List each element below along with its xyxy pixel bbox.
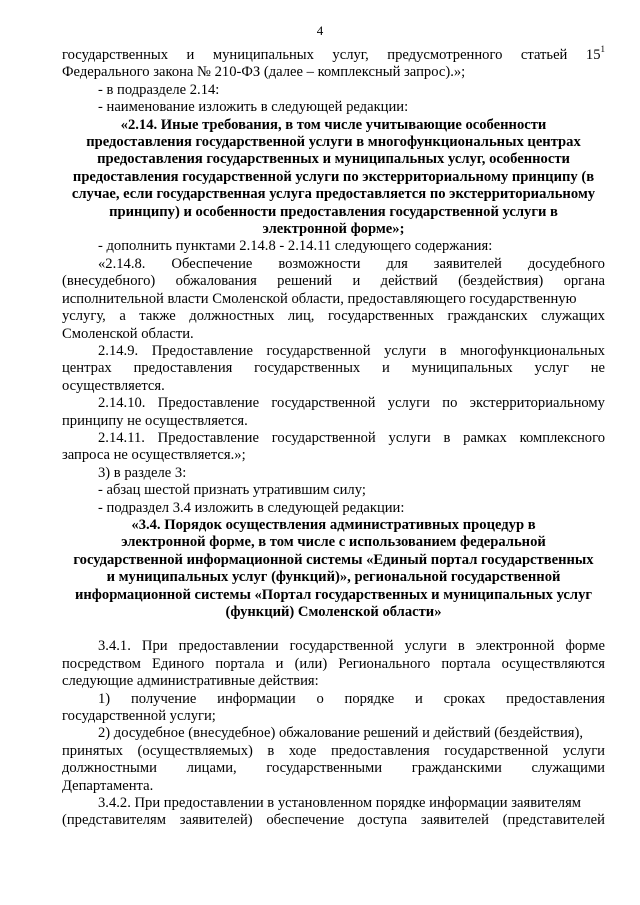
word: 3.4.2. При предоставлении в установленном порядке информации заявителям [98,795,582,812]
text-line: Департамента. [62,777,154,794]
text-line: принципу) и особенности предоставления государственной услуги в [109,203,558,220]
paragraph-3-4-1 [62,638,605,690]
text-line: информационной системы «Портал государственных и муниципальных услуг [74,586,593,603]
word: заявителей) [179,812,253,829]
text-line: - в подразделе 2.14: [98,81,220,98]
word: предоставления [506,690,605,707]
word: предоставления [133,360,233,377]
word: Предоставление [157,429,259,446]
text-line: (функций) Смоленской области» [225,604,442,620]
word: доступа [357,812,408,829]
word: При [141,638,168,655]
text-line: предоставления государственных и муниципальных услуг, особенности [97,151,570,168]
word: для [386,255,408,272]
text-line: Смоленской области. [62,325,194,342]
text-line: Федерального закона № 210-ФЗ (далее – комплексный запрос).»; [62,64,466,81]
word: органа [563,273,605,290]
word: электронной [475,638,555,655]
word: Единого [152,655,205,672]
word: служащими [531,760,605,777]
page-number: 4 [316,23,324,38]
word: 2.14.10. [98,395,146,412]
text-line [62,725,605,742]
word: лицами, [186,760,237,777]
superscript: 1 [600,44,605,55]
word: комплексного [519,429,605,446]
word: государственной [271,429,376,446]
word: ходе [288,742,317,759]
intro-lines [62,44,605,117]
text-line: электронной форме, в том числе с использованием федеральной [121,534,546,551]
word: портала [215,655,265,672]
paragraph-2-14-8 [62,256,605,343]
word: предоставления [330,742,430,759]
word: $15^1$ [585,44,605,63]
word: возможности [278,255,361,272]
word: сроках [443,690,486,707]
word: Обеспечение [171,255,253,272]
paragraph-3-4-1-item-2 [62,725,605,795]
word: государственных [62,47,169,63]
word: осуществляются [501,655,605,672]
text-line: осуществляется. [62,377,165,394]
word: услуг, [332,47,369,63]
text-line: государственной услуги; [62,708,216,725]
word: центрах [62,360,112,377]
text-line: «3.4. Порядок осуществления административных процедур в [131,516,536,533]
word: (внесудебного) [62,273,156,290]
text-line: - абзац шестой признать утратившим силу; [98,482,366,499]
word: не [590,360,605,377]
text-line: - подраздел 3.4 изложить в следующей редакции: [98,499,405,516]
word: 2) досудебное (внесудебное) обжалование решений и действий (бездействия), [98,725,583,742]
word: а [119,308,126,325]
text-line [62,256,605,273]
word: в [267,742,275,759]
word: услуги [562,742,605,759]
word: и [186,47,195,63]
word: услуги [388,429,431,446]
word: и [352,273,361,290]
spacer [62,621,605,638]
word: статьей [520,47,568,63]
word: 2.14.11. [98,429,145,446]
word: гражданских [447,308,528,325]
text-line: - наименование изложить в следующей редакции: [98,99,409,116]
text-line [62,308,605,325]
text-line: принципу не осуществляется. [62,412,248,429]
word: (осуществляемых) [137,742,253,759]
text-line: и муниципальных услуг (функций)», региональной государственной [106,569,561,586]
paragraph-3-4-1-item-1 [62,691,605,726]
word: (или) [294,655,328,672]
word: информации [217,690,296,707]
word: исполнительной власти Смоленской области, предоставляющего государственную [62,290,577,307]
word: обжалования [175,273,257,290]
word: многофункциональных [460,342,605,359]
word: досудебного [527,255,605,272]
word: услуг [534,360,569,377]
word: муниципальных [212,47,314,63]
word: предоставлении [178,638,279,655]
text-line [62,343,605,360]
word: и [415,690,423,707]
text-line [62,395,605,412]
word: государственной [271,395,376,412]
paragraph-2-14-9 [62,343,605,395]
word: по [442,395,458,412]
section-3-instructions [62,465,605,517]
text-line: следующие административные действия: [62,673,319,690]
text-line: предоставления государственной услуги в многофункциональных центрах [86,134,581,151]
text-line [62,360,605,377]
word: и [382,360,390,377]
text-line: предоставления государственной услуги по экстерриториальному принципу (в [72,168,595,185]
text-line [62,812,605,829]
word: (представителям [62,812,166,829]
word: решений [277,273,333,290]
paragraph-2-14-11 [62,430,605,465]
word: государственными [266,760,383,777]
text-line [62,430,605,447]
word: государственной [444,742,549,759]
text-line [62,691,605,708]
word: услуги [404,638,447,655]
word: в [457,638,465,655]
word: служащих [541,308,605,325]
word: 2.14.9. [98,342,139,359]
paragraph-2-14-10 [62,395,605,430]
word: принятых [62,742,123,759]
text-line [62,638,605,655]
text-line [62,656,605,673]
text-line: электронной форме»; [262,221,405,238]
text-line: случае, если государственная услуга предоставляется по экстерриториальному [71,186,596,203]
text-line: «2.14. Иные требования, в том числе учитывающие особенности [120,116,547,133]
word: также [139,308,176,325]
text-line [62,743,605,760]
word: услугу, [62,308,106,325]
word: порядке [344,690,395,707]
word: государственных [327,308,434,325]
text-line: 3) в разделе 3: [98,464,187,481]
word: государственной [289,638,394,655]
text-line [62,273,605,290]
text-line [62,291,605,308]
word: в [443,429,451,446]
text-line [62,795,605,812]
word: о [316,690,324,707]
word: рамках [463,429,507,446]
word: должностных [189,308,275,325]
word: Предоставление [157,395,260,412]
word: (представителей [502,812,605,829]
word: государственных [254,360,361,377]
word: посредством [62,655,141,672]
word: «2.14.8. [98,255,146,272]
word: Регионального [338,655,431,672]
word: обеспечение [266,812,345,829]
word: 3.4.1. [98,638,131,655]
word: услуги [387,395,430,412]
word: форме [565,638,605,655]
paragraph-3-4-2 [62,795,605,830]
word: муниципальных [411,360,513,377]
word: портала [441,655,491,672]
heading-2-14 [62,117,605,239]
word: 1) [98,690,111,707]
text-line: запроса не осуществляется.»; [62,447,246,464]
word: заявителей [433,255,502,272]
text-line [62,760,605,777]
word: экстерриториальному [469,395,605,412]
word: (бездействия) [458,273,544,290]
document-body [62,44,605,830]
word: получение [130,690,197,707]
add-points-line: - дополнить пунктами 2.14.8 - 2.14.11 следующего содержания: [98,238,493,255]
word: должностными [62,760,157,777]
text-line: государственной информационной системы «Единый портал государственных [73,551,594,568]
heading-3-4 [62,517,605,621]
word: лиц, [287,308,315,325]
word: заявителей [420,812,489,829]
word: государственной [266,342,371,359]
word: и [275,655,284,672]
word: в [439,342,447,359]
text-line [62,44,605,64]
word: гражданскими [411,760,502,777]
word: предусмотренного [387,47,503,63]
word: действий [380,273,438,290]
word: услуги [384,342,427,359]
word: Предоставление [151,342,253,359]
